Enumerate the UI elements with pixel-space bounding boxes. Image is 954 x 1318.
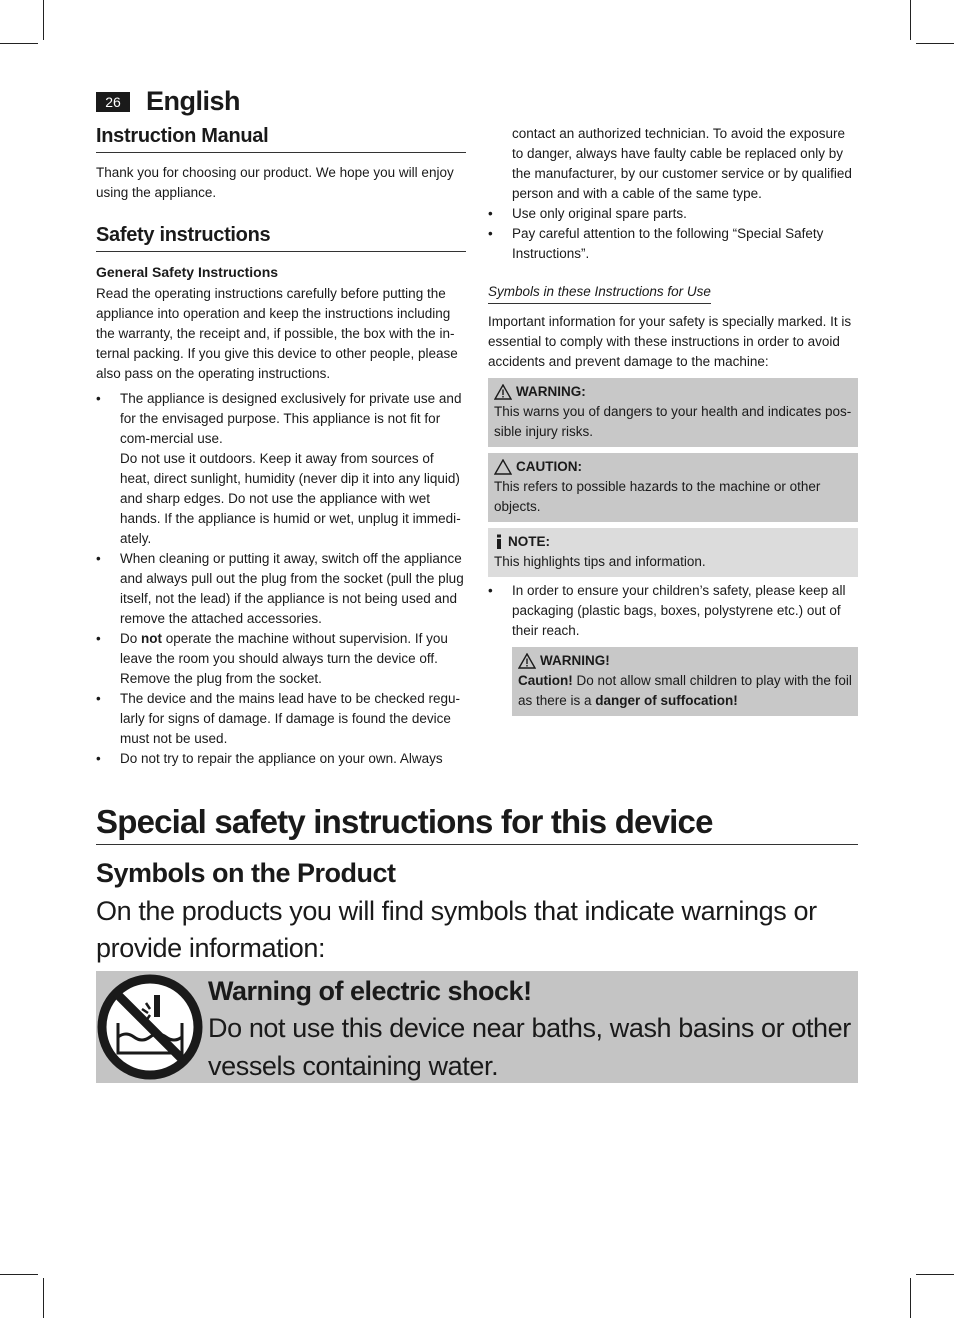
caution-label: CAUTION: [516,459,582,474]
special-safety-title: Special safety instructions for this device [96,800,858,845]
warning-triangle-icon [494,459,512,475]
list-item-text: Use only original spare parts. [512,206,687,221]
special-safety-section [96,800,858,1083]
electric-shock-warning [96,971,858,1083]
symbols-text: Important information for your safety is specially marked. It is essential to comply with these instructions in order to avoid accidents and prevent damage to the machine: [488,314,852,369]
left-column [96,122,466,769]
list-item [488,581,858,641]
warning-triangle-icon [518,653,536,669]
shock-warning-title: Warning of electric shock! [208,976,532,1006]
crop-mark [916,43,954,44]
language-heading: English [146,86,241,116]
list-item-text: The appliance is designed exclusively for private use and for the envisaged purpose. This appliance is not fit for com-mercial use. [120,391,462,446]
intro-text: Thank you for choosing our product. We hope you will enjoy using the appliance. [96,165,454,200]
children-safety-list [488,581,858,641]
list-item [488,204,858,224]
list-item-text: The device and the mains lead have to be checked regularly for signs of damage. If damage is found the device must not be used. [120,691,460,746]
crop-mark [43,1278,44,1318]
safety-instructions-title: Safety instructions [96,221,466,252]
warning-label: WARNING: [516,384,586,399]
note-text: This highlights tips and information. [494,554,706,569]
right-column [488,124,858,716]
list-item-text: When cleaning or putting it away, switch off the appliance and always pull out the plug from the socket (pull the plug itself, not the lead) if the appliance is not being used and remove the attached accessories. [120,551,464,626]
general-safety-title: General Safety Instructions [96,264,279,280]
list-item-text: Do not try to repair the appliance on your own. Always [120,751,443,766]
list-item [96,549,466,629]
list-item [96,749,466,769]
symbols-title: Symbols in these Instructions for Use [488,282,711,304]
warning-text: This warns you of dangers to your health and indicates possible injury risks. [494,404,852,439]
suffocation-text [518,671,852,711]
list-item-text: Do [120,631,142,646]
warning2-label: WARNING! [540,653,610,668]
crop-mark [0,43,38,44]
crop-mark [910,0,911,40]
continued-text: contact an authorized technician. To avoid the exposure to danger, always have faulty cable be replaced only by the manufacturer, by our customer service or by qualified person and with a cable of the same type. [512,126,852,201]
crop-mark [43,0,44,40]
crop-mark [910,1278,911,1318]
emphasis-not: not [141,631,163,646]
list-item [96,389,466,549]
crop-mark [916,1274,954,1275]
list-item [96,689,466,749]
list-item [96,629,466,689]
info-icon [494,534,504,550]
crop-mark [0,1274,38,1275]
safety-bullet-list [96,389,466,769]
list-item-text: In order to ensure your children’s safety, please keep all packaging (plastic bags, boxes, polystyrene etc.) out of their reach. [512,583,846,638]
danger-emphasis: danger of suffocation! [595,693,738,708]
suffocation-body: Do not allow small children to play with the foil as there is a [518,673,852,708]
instruction-manual-title: Instruction Manual [96,122,466,153]
spare-parts-list [488,204,858,264]
list-item-text: Pay careful attention to the following “Special Safety Instructions”. [512,226,824,261]
symbols-lead-text: On the products you will find symbols that indicate warnings or provide information: [96,896,817,963]
general-safety-text: Read the operating instructions carefully before putting the appliance into operation and keep the instructions including the warranty, the receipt and, if possible, the box with the internal packing. If you give this device to other people, please also pass on the operating instructions. [96,286,458,381]
list-item-text: operate the machine without supervision. If you leave the room you should always turn the device off. Remove the plug from the socket. [120,631,448,686]
shock-warning-text: Do not use this device near baths, wash basins or other vessels containing water. [208,1013,851,1081]
suffocation-warning-box [512,647,858,716]
list-item [488,224,858,264]
no-water-icon [96,973,204,1081]
warning-triangle-icon [494,384,512,400]
list-item-text: Do not use it outdoors. Keep it away from sources of heat, direct sunlight, humidity (never dip it into any liquid) and sharp edges. Do not use the appliance with wet hands. If the appliance is humid or wet, unplug it immediately. [120,451,461,546]
note-box [488,528,858,577]
warning-box [488,378,858,447]
symbols-product-title: Symbols on the Product [96,858,396,888]
caution-box [488,453,858,522]
note-label: NOTE: [508,534,550,549]
page-number: 26 [96,92,130,112]
caution-emphasis: Caution! [518,673,573,688]
caution-text: This refers to possible hazards to the machine or other objects. [494,479,821,514]
